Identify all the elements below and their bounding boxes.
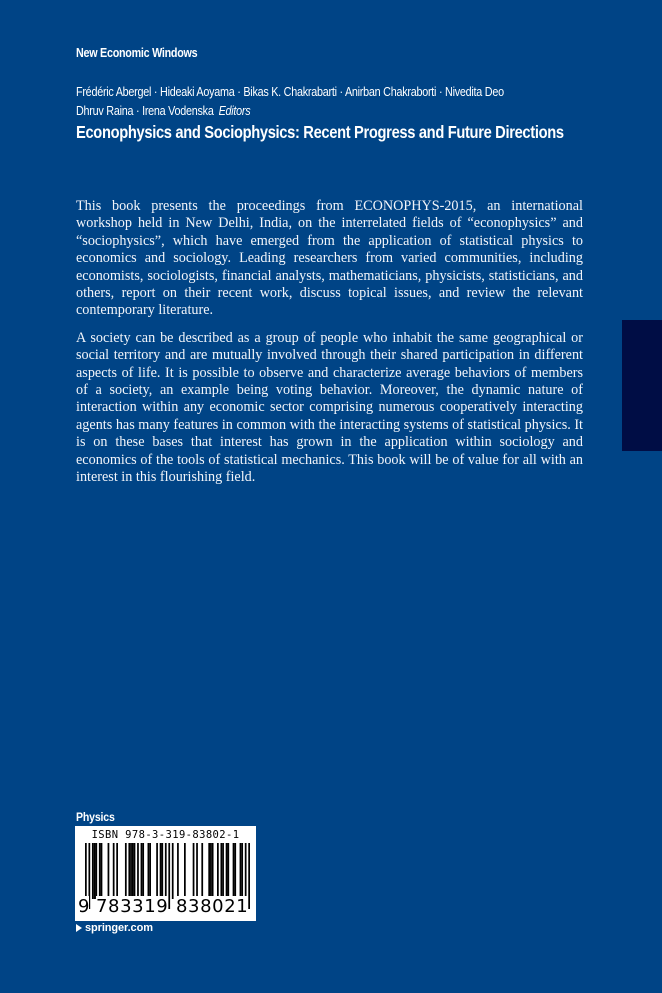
spine-tab bbox=[622, 320, 662, 451]
ean-right-digits: 838021 bbox=[176, 896, 249, 917]
publisher-link[interactable] bbox=[76, 922, 153, 934]
blurb-paragraph-2: A society can be described as a group of people who inhabit the same geographical or social territory and are mutually involved through their shared participation in different aspects of life. It is possible to observe and characterize average behaviors of members of a society, an example being voting behavior. Moreover, the dynamic nature of interaction within any economic sector comprising numerous cooperatively interacting agents has many features in common with the interacting systems of statistical physics. It is on these bases that interest has grown in the application within sociology and economics of the tools of statistical mechanics. This book will be of value for all with an interest in this flourishing field. bbox=[76, 329, 583, 486]
ean-first-digit: 9 bbox=[78, 896, 90, 917]
editors bbox=[76, 82, 504, 120]
editors-line-2 bbox=[76, 101, 504, 120]
blurb-paragraph-1: This book presents the proceedings from ECONOPHYS-2015, an international workshop held in New Delhi, India, on the interrelated fields of “econophysics” and “sociophysics”, which have emerged from the application of statistical physics to economics and sociology. Leading researchers from varied communities, including economists, sociologists, financial analysts, mathematicians, physicists, statisticians, and others, report on their recent work, discuss topical issues, and review the relevant contemporary literature. bbox=[76, 198, 583, 319]
barcode bbox=[75, 826, 256, 921]
isbn-text: ISBN 978-3-319-83802-1 bbox=[91, 829, 240, 841]
ean-digits bbox=[75, 896, 256, 918]
editors-line-1: Frédéric Abergel · Hideaki Aoyama · Bikas K. Chakrabarti · Anirban Chakraborti · Nivedita Deo bbox=[76, 84, 504, 99]
subject-label: Physics bbox=[76, 810, 115, 824]
ean-left-digits: 783319 bbox=[96, 896, 169, 917]
editors-names: Dhruv Raina · Irena Vodenska bbox=[76, 103, 214, 118]
series-name: New Economic Windows bbox=[76, 46, 198, 60]
blurb bbox=[76, 198, 583, 497]
editors-role: Editors bbox=[218, 103, 251, 118]
book-title: Econophysics and Sociophysics: Recent Progress and Future Directions bbox=[76, 122, 564, 142]
arrow-right-icon bbox=[76, 924, 82, 932]
publisher-link-text: springer.com bbox=[85, 922, 153, 934]
